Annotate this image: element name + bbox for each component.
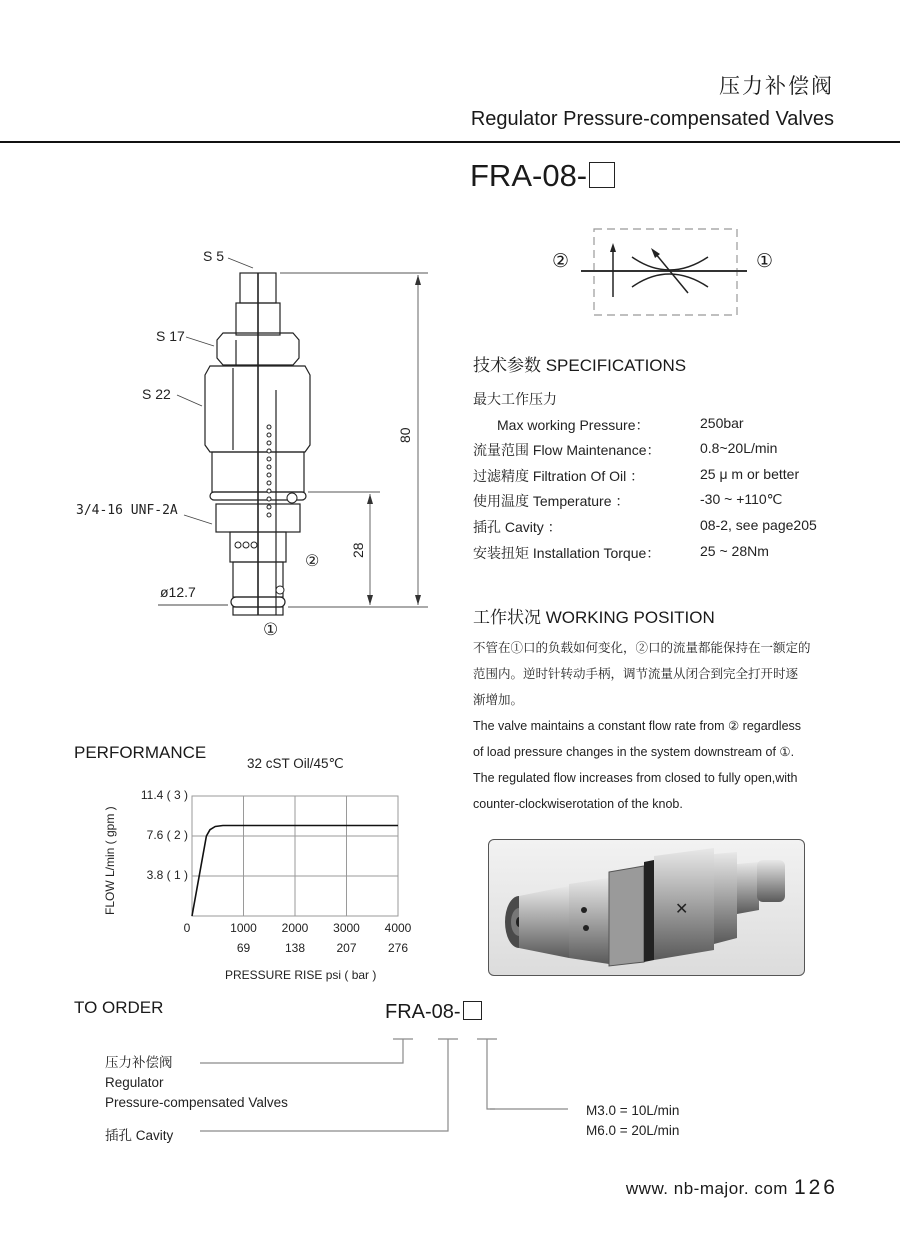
orifice-top bbox=[632, 257, 708, 270]
spec-value: -30 ~ +110℃ bbox=[700, 491, 783, 507]
order-code bbox=[385, 1001, 482, 1024]
wp-line: 范围内。逆时针转动手柄，调节流量从闭合到完全打开时逐 bbox=[473, 667, 799, 681]
symbol-port-1: ① bbox=[756, 251, 774, 272]
spec-label: 安装扭矩 Installation Torque： bbox=[473, 545, 661, 561]
order-code-text: FRA-08- bbox=[385, 1001, 461, 1023]
wp-line: 渐增加。 bbox=[473, 693, 524, 707]
to-order-heading: TO ORDER bbox=[74, 998, 164, 1017]
spec-label: 过滤精度 Filtration Of Oil ： bbox=[473, 468, 645, 484]
header-divider bbox=[0, 141, 900, 143]
spec-label: Max working Pressure： bbox=[497, 417, 650, 433]
label-s22: S 22 bbox=[142, 386, 171, 402]
arrowhead-icon bbox=[610, 243, 616, 252]
wp-line: The valve maintains a constant flow rate from ② regardless bbox=[473, 719, 802, 733]
brand-logo: ✕ bbox=[675, 899, 689, 918]
chart-x-tick-sublabel: 69 bbox=[236, 941, 251, 955]
spec-value: 08-2, see page205 bbox=[700, 517, 817, 533]
wp-line: counter-clockwiserotation of the knob. bbox=[473, 797, 683, 811]
order-option: M3.0 = 10L/min bbox=[586, 1103, 680, 1118]
order-item-en: Pressure-compensated Valves bbox=[105, 1095, 288, 1110]
page-number: 126 bbox=[793, 1176, 838, 1199]
hydraulic-symbol bbox=[575, 225, 750, 320]
chart-x-tick-label: 2000 bbox=[281, 921, 309, 935]
specifications-heading: 技术参数 SPECIFICATIONS bbox=[473, 356, 687, 375]
footer bbox=[626, 1176, 838, 1200]
chart-x-tick-label: 1000 bbox=[230, 921, 257, 935]
spec-value: 25 ~ 28Nm bbox=[700, 543, 769, 559]
footer-url[interactable]: www. nb-major. com bbox=[625, 1179, 788, 1198]
dimension-total-length: 80 bbox=[397, 427, 413, 443]
order-item-cavity: 插孔 Cavity bbox=[105, 1128, 174, 1143]
model-code-text: FRA-08- bbox=[470, 158, 588, 193]
wp-line: 不管在①口的负载如何变化，②口的流量都能保持在一额定的 bbox=[473, 641, 811, 655]
chart-series-line bbox=[192, 826, 398, 917]
chart-x-tick-label: 3000 bbox=[333, 921, 360, 935]
label-port-1: ① bbox=[263, 620, 279, 639]
label-diameter: ø12.7 bbox=[160, 584, 196, 600]
chart-x-axis-label: PRESSURE RISE psi ( bar ) bbox=[225, 968, 377, 982]
order-item-en: Regulator bbox=[105, 1075, 164, 1090]
label-port-2: ② bbox=[305, 553, 320, 570]
chart-y-tick-label: 7.6 ( 2 ) bbox=[146, 828, 188, 842]
working-position-text bbox=[473, 635, 813, 817]
product-photo bbox=[488, 839, 805, 976]
dimension-lower-length: 28 bbox=[350, 542, 366, 558]
label-s5: S 5 bbox=[203, 248, 225, 264]
spec-label: 使用温度 Temperature ： bbox=[473, 493, 630, 509]
orifice-bottom bbox=[632, 274, 708, 287]
leader-option-ext bbox=[490, 1103, 570, 1113]
option-box-icon bbox=[463, 1001, 482, 1020]
spec-value: 0.8~20L/min bbox=[700, 440, 778, 456]
chart-frame bbox=[192, 796, 398, 916]
performance-heading: PERFORMANCE bbox=[74, 743, 207, 762]
working-position-heading: 工作状况 WORKING POSITION bbox=[473, 608, 715, 627]
spec-label: 流量范围 Flow Maintenance： bbox=[473, 442, 661, 458]
chart-x-tick-sublabel: 207 bbox=[336, 941, 357, 955]
chart-y-axis-label: FLOW L/min ( gpm ) bbox=[103, 806, 117, 915]
chart-x-tick-sublabel: 276 bbox=[387, 941, 409, 955]
order-option: M6.0 = 20L/min bbox=[586, 1123, 680, 1138]
chart-title: 32 cST Oil/45℃ bbox=[247, 756, 344, 771]
spec-label: 插孔 Cavity ： bbox=[473, 519, 562, 535]
order-options bbox=[586, 1101, 679, 1141]
leader-option bbox=[477, 1039, 497, 1109]
spec-label: 最大工作压力 bbox=[473, 391, 557, 407]
label-s17: S 17 bbox=[156, 328, 185, 344]
valve-cross-section-drawing bbox=[60, 240, 440, 640]
wp-line: The regulated flow increases from closed to fully open,with bbox=[473, 771, 798, 785]
symbol-port-2: ② bbox=[552, 251, 570, 272]
wp-line: of load pressure changes in the system downstream of ①. bbox=[473, 745, 795, 759]
chart-y-tick-label: 3.8 ( 1 ) bbox=[146, 868, 188, 882]
chart-x-tick-label: 0 bbox=[183, 921, 191, 935]
order-item-cn: 压力补偿阀 bbox=[105, 1055, 173, 1070]
chart-y-tick-label: 11.4 ( 3 ) bbox=[140, 788, 188, 802]
order-item-regulator bbox=[105, 1053, 288, 1113]
adjust-arrow bbox=[655, 253, 688, 293]
model-code bbox=[470, 158, 615, 194]
spec-value: 25 μ m or better bbox=[700, 466, 800, 482]
option-box-icon bbox=[589, 162, 615, 188]
valve-photo-illustration bbox=[489, 840, 804, 975]
chart-x-tick-label: 4000 bbox=[384, 921, 412, 935]
label-thread: 3/4-16 UNF-2A bbox=[76, 503, 178, 518]
header-title-en: Regulator Pressure-compensated Valves bbox=[470, 108, 834, 130]
header-title-cn: 压力补偿阀 bbox=[719, 75, 834, 98]
chart-x-tick-sublabel: 138 bbox=[284, 941, 306, 955]
spec-value: 250bar bbox=[700, 415, 744, 431]
